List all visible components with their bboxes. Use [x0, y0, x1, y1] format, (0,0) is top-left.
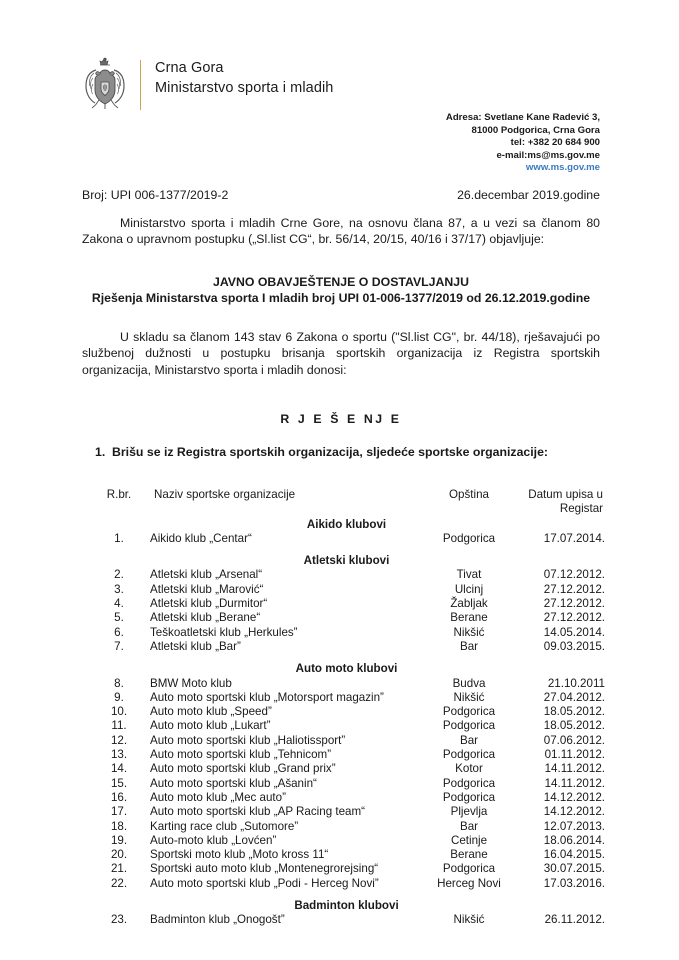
table-row	[88, 805, 605, 819]
cell-number: 18.	[110, 819, 128, 833]
cell-number: 3.	[114, 582, 124, 596]
spacer-cell	[88, 654, 605, 661]
address-phone: tel: +382 20 684 900	[510, 137, 600, 149]
item-1	[95, 444, 600, 460]
cell-municipality: Žabljak	[450, 597, 488, 611]
column-header-date-line1: Datum upisa u	[528, 488, 603, 501]
table-row	[88, 762, 605, 776]
cell-number: 4.	[114, 597, 124, 611]
organizations-table	[88, 488, 605, 928]
country-name: Crna Gora	[155, 60, 224, 76]
cell-number: 23.	[110, 913, 128, 927]
cell-organization: Badminton klub „Onogošt”	[150, 913, 285, 927]
table-row	[88, 640, 605, 654]
cell-municipality: Tivat	[456, 568, 482, 582]
cell-date: 27.12.2012.	[543, 611, 605, 625]
cell-number: 8.	[114, 676, 124, 690]
cell-municipality: Herceg Novi	[437, 876, 501, 890]
cell-organization: Auto moto sportski klub „Motorsport magazin”	[150, 690, 384, 704]
cell-number: 13.	[110, 748, 128, 762]
cell-date: 18.05.2012.	[543, 719, 605, 733]
cell-date: 17.07.2014.	[543, 531, 605, 545]
group-heading: Aikido klubovi	[306, 517, 387, 531]
body-paragraph	[82, 329, 600, 378]
intro-paragraph-text: Ministarstvo sporta i mladih Crne Gore, na osnovu člana 87, a u vezi sa članom 80 Zakona o upravnom postupku („Sl.list CG“, br. 56/14, 20/15, 40/16 i 37/17) objavljuje:	[82, 216, 600, 247]
cell-municipality: Pljevlja	[450, 805, 488, 819]
table-row	[88, 777, 605, 791]
cell-date: 30.07.2015.	[543, 862, 605, 876]
group-spacer	[88, 546, 605, 553]
cell-date: 14.11.2012.	[544, 776, 605, 790]
cell-municipality: Bar	[459, 639, 479, 653]
group-heading-row	[88, 553, 605, 568]
address-street: Adresa: Svetlane Kane Radević 3,	[445, 112, 600, 123]
item-1-text: Brišu se iz Registra sportskih organizacija, sljedeće sportske organizacije:	[112, 445, 549, 459]
table-row	[88, 820, 605, 834]
table-row	[88, 611, 605, 625]
cell-date: 26.11.2012.	[544, 913, 605, 927]
letterhead-text	[155, 56, 333, 99]
letterhead	[82, 56, 333, 114]
table-row	[88, 568, 605, 582]
spacer-cell	[426, 502, 512, 516]
cell-organization: Auto moto sportski klub „AP Racing team“	[150, 805, 366, 819]
ministry-name: Ministarstvo sporta i mladih	[155, 80, 334, 96]
cell-organization: Atletski klub „Berane“	[150, 611, 261, 625]
table-row	[88, 705, 605, 719]
table-header-row	[88, 488, 605, 502]
cell-date: 09.03.2015.	[543, 639, 605, 653]
cell-organization: Atletski klub „Bar”	[150, 639, 241, 653]
group-heading-row	[88, 898, 605, 913]
cell-date: 27.12.2012.	[543, 597, 605, 611]
cell-municipality: Bar	[459, 819, 479, 833]
cell-number: 19.	[110, 833, 128, 847]
group-heading: Badminton klubovi	[294, 899, 399, 913]
cell-municipality: Budva	[452, 676, 486, 690]
cell-date: 16.04.2015.	[543, 848, 605, 862]
cell-date: 12.07.2013.	[543, 819, 605, 833]
cell-number: 15.	[110, 776, 128, 790]
cell-number: 10.	[110, 705, 128, 719]
table-row	[88, 583, 605, 597]
cell-date: 14.11.2012.	[544, 762, 605, 776]
notice-title	[82, 274, 600, 307]
item-1-number: 1.	[95, 445, 106, 459]
group-heading: Atletski klubovi	[303, 554, 390, 568]
cell-municipality: Berane	[450, 611, 488, 625]
cell-date: 07.06.2012.	[543, 733, 605, 747]
document-number: Broj: UPI 006-1377/2019-2	[82, 188, 229, 202]
cell-organization: Auto moto sportski klub „Podi - Herceg Novi”	[150, 876, 379, 890]
cell-municipality: Podgorica	[442, 531, 496, 545]
table-row	[88, 719, 605, 733]
group-heading: Auto moto klubovi	[295, 662, 398, 676]
cell-number: 17.	[110, 805, 128, 819]
cell-date: 17.03.2016.	[543, 876, 605, 890]
cell-organization: Auto moto klub „Lukart”	[150, 719, 271, 733]
cell-organization: Atletski klub „Marović“	[150, 582, 264, 596]
group-spacer	[88, 654, 605, 661]
address-block	[340, 112, 600, 175]
cell-number: 12.	[110, 733, 128, 747]
cell-organization: Sportski auto moto klub „Montenegrorejsing“	[150, 862, 379, 876]
notice-title-line2: Rješenja Ministarstva sporta I mladih broj UPI 01-006-1377/2019 od 26.12.2019.godine	[91, 291, 591, 306]
cell-municipality: Podgorica	[442, 705, 496, 719]
cell-number: 14.	[110, 762, 128, 776]
cell-date: 18.06.2014.	[543, 833, 605, 847]
cell-number: 6.	[114, 625, 124, 639]
cell-organization: Auto moto klub „Mec auto”	[150, 790, 286, 804]
cell-number: 7.	[114, 639, 124, 653]
cell-municipality: Nikšić	[453, 625, 485, 639]
cell-organization: Auto moto sportski klub „Haliotissport”	[150, 733, 346, 747]
column-header-name: Naziv sportske organizacije	[154, 488, 296, 501]
table-row	[88, 677, 605, 691]
cell-date: 14.12.2012.	[543, 790, 605, 804]
table-row	[88, 862, 605, 876]
column-header-municipality: Opština	[449, 488, 489, 501]
group-spacer	[88, 891, 605, 898]
cell-date: 18.05.2012.	[543, 705, 605, 719]
table-row	[88, 834, 605, 848]
table-row	[88, 791, 605, 805]
cell-municipality: Podgorica	[442, 719, 496, 733]
cell-organization: BMW Moto klub	[150, 676, 232, 690]
table-row	[88, 597, 605, 611]
spacer-cell	[150, 502, 426, 516]
body-paragraph-text: U skladu sa članom 143 stav 6 Zakona o sportu ("Sl.list CG", br. 44/18), rješavajući po službenoj dužnosti u postupku brisanja sportskih organizacija iz Registra sportskih organizacija, Ministarstvo sporta i mladih donosi:	[82, 330, 600, 377]
intro-paragraph	[82, 215, 600, 248]
cell-municipality: Kotor	[455, 762, 483, 776]
cell-organization: Auto moto klub „Speed”	[150, 705, 272, 719]
cell-date: 14.05.2014.	[543, 625, 605, 639]
table-row	[88, 626, 605, 640]
cell-number: 11.	[111, 719, 127, 733]
column-header-number: R.br.	[106, 488, 132, 501]
cell-organization: Sportski moto klub „Moto kross 11“	[150, 848, 329, 862]
cell-organization: Auto moto sportski klub „Grand prix”	[150, 762, 336, 776]
cell-municipality: Nikšić	[453, 690, 485, 704]
cell-organization: Karting race club „Sutomore”	[150, 819, 299, 833]
cell-date: 21.10.2011	[547, 676, 605, 690]
group-heading-row	[88, 517, 605, 532]
cell-organization: Teškoatletski klub „Herkules”	[150, 625, 298, 639]
spacer-cell	[88, 546, 605, 553]
cell-organization: Auto-moto klub „Lovćen”	[150, 833, 277, 847]
cell-number: 20.	[110, 848, 128, 862]
cell-municipality: Cetinje	[450, 833, 488, 847]
cell-municipality: Podgorica	[442, 862, 496, 876]
cell-municipality: Berane	[450, 848, 488, 862]
table-row	[88, 748, 605, 762]
cell-municipality: Podgorica	[442, 790, 496, 804]
cell-municipality: Podgorica	[442, 776, 496, 790]
cell-number: 21.	[110, 862, 128, 876]
column-header-date-line2: Registar	[559, 502, 603, 516]
cell-date: 14.12.2012.	[543, 805, 605, 819]
table-row	[88, 532, 605, 546]
address-website-link[interactable]: www.ms.gov.me	[525, 162, 600, 174]
cell-organization: Auto moto sportski klub „Tehnicom”	[150, 748, 332, 762]
cell-date: 27.04.2012.	[543, 690, 605, 704]
document-date: 26.decembar 2019.godine	[457, 188, 600, 202]
group-heading-row	[88, 661, 605, 676]
cell-municipality: Podgorica	[442, 748, 496, 762]
cell-date: 07.12.2012.	[543, 568, 605, 582]
address-city: 81000 Podgorica, Crna Gora	[471, 124, 600, 136]
cell-number: 5.	[114, 611, 124, 625]
address-email: e-mail:ms@ms.gov.me	[496, 149, 600, 161]
table-row	[88, 691, 605, 705]
cell-organization: Auto moto sportski klub „Ašanin“	[150, 776, 317, 790]
cell-municipality: Bar	[459, 733, 479, 747]
cell-number: 22.	[110, 876, 128, 890]
cell-organization: Atletski klub „Arsenal“	[150, 568, 263, 582]
cell-organization: Atletski klub „Durmitor“	[150, 597, 268, 611]
cell-municipality: Ulcinj	[454, 582, 484, 596]
reference-line	[82, 187, 600, 203]
montenegro-coat-of-arms-icon	[82, 56, 128, 114]
spacer-cell	[88, 891, 605, 898]
cell-number: 9.	[114, 690, 124, 704]
spacer-cell	[88, 502, 150, 516]
table-row	[88, 877, 605, 891]
decision-heading: R J E Š E NJ E	[280, 412, 402, 426]
letterhead-divider	[140, 60, 141, 110]
table-row	[88, 848, 605, 862]
table-header-row-cont	[88, 502, 605, 516]
cell-municipality: Nikšić	[453, 913, 485, 927]
cell-number: 1.	[114, 531, 124, 545]
cell-number: 2.	[114, 568, 124, 582]
cell-organization: Aikido klub „Centar“	[150, 531, 252, 545]
table-row	[88, 734, 605, 748]
cell-number: 16.	[110, 790, 128, 804]
table-row	[88, 913, 605, 927]
cell-date: 27.12.2012.	[543, 582, 605, 596]
cell-date: 01.11.2012.	[544, 748, 605, 762]
notice-title-line1: JAVNO OBAVJEŠTENJE O DOSTAVLJANJU	[212, 275, 469, 289]
